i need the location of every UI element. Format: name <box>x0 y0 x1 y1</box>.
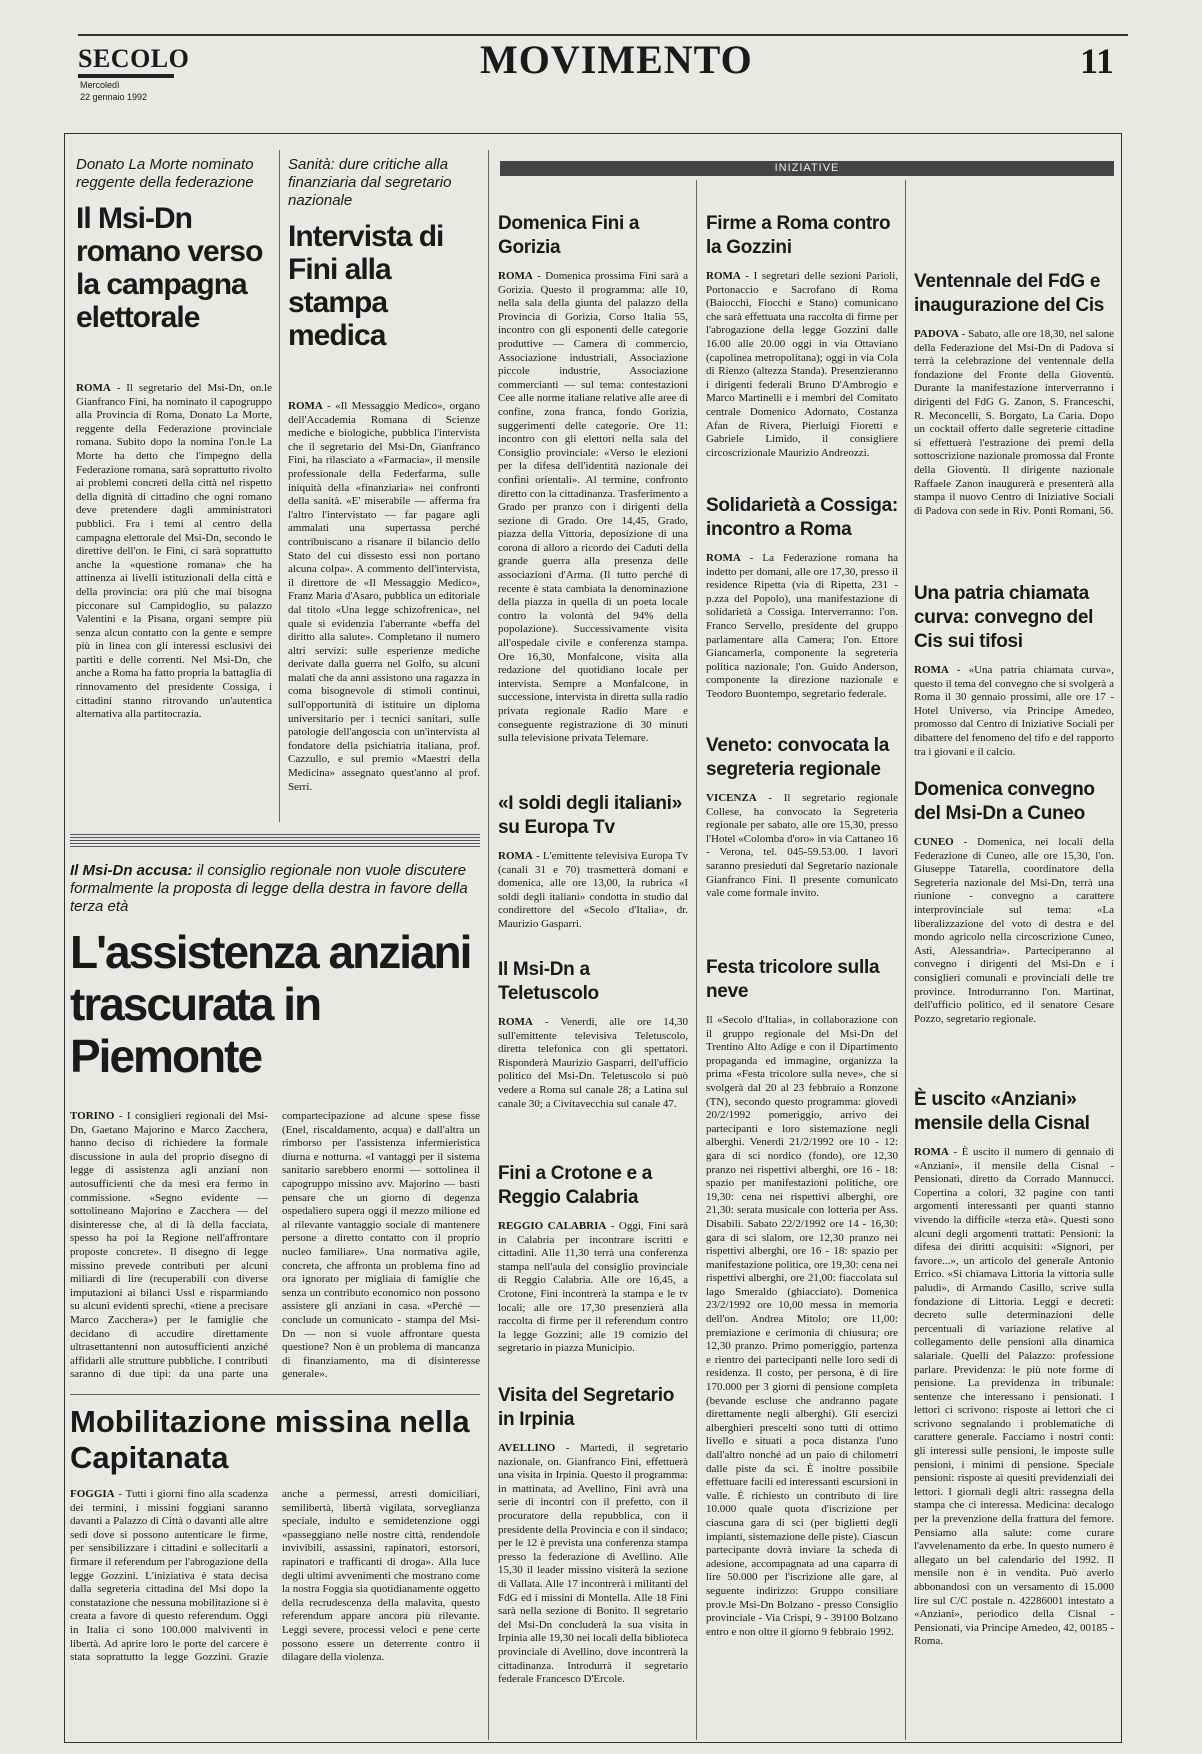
dateline: ROMA <box>498 850 533 862</box>
article-text: - Domenica, nei locali della Federazione di Cuneo, alle ore 15,30, l'on. Giuseppe Tatarella, coordinatore della Segreteria nazionale del Msi-Dn, terrà una riunione - convegno a carattere interprovinciale sul tema: «La liberalizzazione del voto di destra e del mondo agricolo nella circoscrizione Cuneo, Asti, Alessandria». Parteciperanno al convegno i dirigenti del Msi-Dn e i consiglieri comunali e provinciali delle tre province. Introdurranno l'on. Martinat, dell'ufficio politico, ed il senatore Cesare Pozzo, segretario regionale. <box>914 836 1114 1025</box>
article-body <box>914 1146 1114 1649</box>
article-headline: Fini a Crotone e a Reggio Calabria <box>498 1163 653 1208</box>
article-patria-curva <box>914 576 1114 772</box>
article-text: - Venerdì, alle ore 14,30 sull'emittente televisiva Teletuscolo, diretta telefonica con gli spettatori. Risponderà Maurizio Gasparri, dell'ufficio politico del Msi-Dn. Teletuscolo si può vedere a Roma sul canale 28; a Latina sul canale 30; a Civitavecchia sul canale 47. <box>498 1016 688 1110</box>
article-text: - La Federazione romana ha indetto per domani, alle ore 17,30, presso il residence Ripetta (via di Ripetta, 231 - p.zza del Popolo), una manifestazione di solidarietà a Cossiga. Interverranno: l'on. Franco Servello, presidente del gruppo parlamentare alla Camera; l'on. Ettore Giancamerla, componente la segreteria politica nazionale; l'on. Guido Anderson, componente la direzione nazionale e Teodoro Buontempo, segretario federale. <box>706 552 898 700</box>
article-body <box>914 836 1114 1026</box>
article-europa-tv <box>498 786 688 946</box>
article-body <box>914 664 1114 759</box>
column-rule <box>279 150 280 822</box>
article-body <box>706 552 898 700</box>
article-la-morte <box>76 156 272 820</box>
article-gozzini <box>706 206 898 488</box>
article-text: - Il segretario regionale Collese, ha convocato la Segreteria regionale per sabato, alle ore 15,30, presso l'Hotel «Colomba d'oro» in via Cattaneo 16 - Verona, tel. 045-59.53.00. I lavori saranno presieduti dal Segretario nazionale Gianfranco Fini. Il presente comunicato vale come formale invito. <box>706 792 898 900</box>
article-body <box>76 382 272 722</box>
issue-date: 22 gennaio 1992 <box>80 92 148 102</box>
column-rule <box>905 180 906 1740</box>
article-headline: Una patria chiamata curva: convegno del Cis sui tifosi <box>914 583 1094 652</box>
article-gorizia <box>498 206 688 774</box>
dateline: ROMA <box>706 270 741 282</box>
dateline: FOGGIA <box>70 1488 115 1500</box>
article-headline: Ventennale del FdG e inaugurazione del Cis <box>914 271 1105 316</box>
article-cisnal <box>914 1082 1114 1738</box>
article-capitanata <box>70 1400 480 1738</box>
dateline: AVELLINO <box>498 1442 556 1454</box>
article-body <box>70 1488 480 1665</box>
article-headline: È uscito «Anziani» mensile della Cisnal <box>914 1089 1090 1134</box>
article-text: - I segretari delle sezioni Parioli, Portonaccio e Sacrofano di Roma (Baiocchi, Fiocchi e Stano) comunicano che sarà effettuata una raccolta di firme per l'abrogazione della legge Gozzini dalle 16.00 alle 20.00 oggi in via Ottaviano (capolinea metropolitana); oggi in via Cola di Rienzo (altezza Standa). Presenzieranno i dirigenti federali Bruno D'Ambrogio e Marco Martinelli e i membri del Comitato centrale Domenico Adornato, Costanza Afan de Rivera, Pierluigi Fioretti e Gabriele Limido, il consigliere circoscrizionale Maurizio Andreozzi. <box>706 270 898 459</box>
article-crotone <box>498 1156 688 1376</box>
dateline: ROMA <box>914 664 949 676</box>
kicker-rest: il consiglio regionale non vuole discutere formalmente la proposta di legge della destra in favore della terza età <box>70 862 468 915</box>
article-body <box>498 850 688 932</box>
column-rule <box>488 150 489 1740</box>
article-veneto <box>706 728 898 948</box>
article-headline: «I soldi degli italiani» su Europa Tv <box>498 793 682 838</box>
dateline: ROMA <box>498 270 533 282</box>
kicker-lead: Il Msi-Dn accusa: <box>70 862 193 879</box>
article-text: - Domenica prossima Fini sarà a Gorizia. Questo il programma: alle 10, nella sala della giunta del palazzo della Provincia di Gorizia, Corso Italia 55, incontro con gli esponenti delle categorie produttive — Camera di commercio, Associazione industriali, Associazione piccole industrie, Associazione commercianti — sul tema: contestazioni Cee alle norme italiane relative alle aree di confine, zona franca, fondo Gorizia, suggerimenti delle categorie. Ore 11: incontro con gli elettori nella sala del Consiglio provinciale: «Verso le elezioni per la difesa dell'identità nazionale dei confini orientali». Al termine, confronto diretto con la cittadinanza. Trasferimento a Grado per pranzo con i dirigenti della sezione di Grado. Ore 14,45, Grado, piazza della Vittoria, deposizione di una corona di alloro a ricordo dei Caduti della grande guerra alla presenza delle associazioni d'Arma. (Il tutto perché di recente è stata cambiata la denominazione della piazza in quella di un poeta locale contro la volontà del 94% della popolazione). Successivamente visita all'ospedale civile e conferenza stampa. Ore 16,30, Monfalcone, visita alla redazione del quotidiano locale per intervista. Sempre a Monfalcone, in successione, intervista in diretta sulla radio privata regionale Radio Mare e conseguente registrazione di 30 minuti sulla televisione privata Telemare. <box>498 270 688 745</box>
article-teletuscolo <box>498 952 688 1148</box>
page-number: 11 <box>1080 41 1115 81</box>
dateline: ROMA <box>914 1146 949 1158</box>
issue-day: Mercoledì <box>80 80 120 90</box>
article-body <box>288 400 480 794</box>
article-text: - L'emittente televisiva Europa Tv (canali 31 e 70) trasmetterà domani e domenica, alle ore 13,00, la rubrica «I soldi degli italiani» condotta in studio dal condirettore del «Secolo d'Italia», dr. Maurizio Gasparri. <box>498 850 688 930</box>
article-headline: Domenica Fini a Gorizia <box>498 213 640 258</box>
dateline: REGGIO CALABRIA <box>498 1220 607 1232</box>
dateline: ROMA <box>498 1016 533 1028</box>
dateline: ROMA <box>288 400 323 412</box>
dateline: TORINO <box>70 1110 115 1122</box>
article-body <box>498 1220 688 1356</box>
article-cossiga <box>706 488 898 700</box>
article-headline: Festa tricolore sulla neve <box>706 957 880 1002</box>
column-rule <box>696 180 697 1740</box>
article-headline: Solidarietà a Cossiga: incontro a Roma <box>706 495 898 540</box>
article-kicker: Sanità: dure critiche alla finanziaria dal segretario nazionale <box>288 156 452 209</box>
article-kicker <box>70 862 480 916</box>
article-headline: Veneto: convocata la segreteria regionale <box>706 735 890 780</box>
section-divider <box>70 1394 480 1395</box>
section-divider <box>70 833 480 847</box>
article-text: - Martedì, il segretario nazionale, on. Gianfranco Fini, effettuerà una visita in Irpinia. Questo il programma: in mattinata, ad Avellino, Fini avrà una serie di incontri con il prefetto, con il procuratore della repubblica, con il presidente della Provincia e con il sindaco; per le 12 è prevista una conferenza stampa presso la federazione di Avellino. Alle 15,30 il leader missino visiterà la sezione di Vallata. Alle 17 incontrerà i militanti del FdG ed i missini di Montella. Alle 18 Fini sarà nella sezione di Bonito. Il segretario del Msi-Dn concluderà la sua visita in Irpinia alle 19,30 nei locali della biblioteca provinciale di Avellino, dove incontrerà la cittadinanza. Introdurrà il segretario federale Francesco D'Ercole. <box>498 1442 688 1686</box>
article-festa-tricolore <box>706 950 898 1738</box>
article-body <box>70 1110 480 1382</box>
article-body <box>706 270 898 460</box>
article-cuneo <box>914 772 1114 1080</box>
article-headline: Il Msi-Dn a Teletuscolo <box>498 959 599 1004</box>
article-body <box>706 792 898 901</box>
section-title: MOVIMENTO <box>480 37 753 82</box>
dateline: VICENZA <box>706 792 757 804</box>
article-body <box>914 328 1114 518</box>
dateline: ROMA <box>76 382 111 394</box>
newspaper-name: SECOLO <box>78 44 190 73</box>
article-text: - Sabato, alle ore 18,30, nel salone della Federazione del Msi-Dn di Padova si terrà la celebrazione del ventennale della fondazione del Fronte della Gioventù. Durante la manifestazione interverranno i dirigenti del FdG G. Zanon, S. Franceschi, R. Meconcelli, S. Borgato, La Caria. Dopo un cocktail offerto dalle segreterie cittadine si effettuerà l'estrazione dei premi della sottoscrizione nazionale promossa dal Fronte della Gioventù. Il dirigente nazionale Raffaele Zanon inaugurerà e presenterà alla stampa il nuovo Centro di Iniziative Sociali di Padova con sede in Riv. Ponti Romani, 56. <box>914 328 1114 517</box>
article-ventennale <box>914 264 1114 568</box>
article-anziani-piemonte <box>70 862 480 1390</box>
article-headline: Domenica convegno del Msi-Dn a Cuneo <box>914 779 1095 824</box>
article-body <box>706 1014 898 1639</box>
article-headline: Intervista di Fini alla stampa medica <box>288 220 444 352</box>
article-kicker: Donato La Morte nominato reggente della federazione <box>76 156 254 191</box>
article-text: - «Il Messaggio Medico», organo dell'Accademia Romana di Scienze mediche e biologiche, pubblica l'intervista che il segretario del Msi-Dn, Gianfranco Fini, ha rilasciato a «Farmacia», il mensile professionale della Federfarma, sulle iniquità della «finanziaria» nei confronti della sanità. «E' miserabile — afferma fra l'altro l'intervistato — far pagare agli ammalati una supertassa perché contribuiscano a risanare il bilancio dello Stato del cui dissesto essi non portano alcuna colpa». A commento dell'intervista, il direttore de «Il Messaggio Medico», Franz Maria d'Asaro, pubblica un editoriale dal titolo «Una legge schizofrenica», nel quale si evidenzia l'aberrante «beffa del diritto alla salute». Completano il numero altri servizi: sulle esperienze mediche derivate dalla guerra nel Golfo, su alcuni malati che da anni assistono una ragazza in coma bisognevole di stimoli continui, sull'opportunità di istituire un diploma universitario per i tecnici sanitari, sulle patologie dell'angoscia con un'intervista al fondatore della psichiatria italiana, prof. Cazzullo, e sul premio «Maestri della Medicina» assegnato quest'anno al prof. Serri. <box>288 400 480 793</box>
article-headline: Il Msi-Dn romano verso la campagna elettorale <box>76 202 263 334</box>
article-body <box>498 1016 688 1111</box>
article-text: - Il segretario del Msi-Dn, on.le Gianfranco Fini, ha nominato il capogruppo alla Provincia di Roma, Donato La Morte, reggente della Federazione provinciale romana. Subito dopo la nomina l'on.le La Morte ha detto che l'impegno della Federazione romana, sarà soprattutto rivolto ai problemi concreti della città nel rispetto della dignità di cittadino che ogni romano deve pretendere dagli amministratori pubblici. Fra i temi al centro della campagna elettorale del Msi-Dn, secondo le direttive dell'on. le Fini, ci sarà soprattutto anche la «questione romana» che ha attinenza ai livelli istituzionali della città e della provincia: ora più che mai bisogna picconare sul Campidoglio, su palazzo Valentini e la Pisana, organi sempre più senza alcun contatto con la gente e sempre più in linea con gli interessi esclusivi dei partiti e delle correnti. Nel Msi-Dn, che anche a Roma ha fatto propria la battaglia di rinnovamento del presidente Cossiga, i cittadini stanno ritrovando un'autentica alternativa alla partitocrazia. <box>76 382 272 721</box>
dateline: PADOVA <box>914 328 959 340</box>
dateline: ROMA <box>706 552 741 564</box>
article-headline: Firme a Roma contro la Gozzini <box>706 213 891 258</box>
article-text: - I consiglieri regionali del Msi-Dn, Gaetano Majorino e Marco Zacchera, hanno deciso di richiedere la formale discussione in aula del proprio disegno di legge di assistenza agli anziani non autosufficienti che da mesi era fermo in commissione. «Segno evidente — sottolineano Majorino e Zacchera — del disinteresse che, al di là della facciata, spesso ha poi la Regione nell'affrontare proposte concrete». Il disegno di legge missino prevede contributi per alcuni miliardi di lire (recuperabili con diverse imputazioni ai bilanci Ussl e risparmiando su alcuni evidenti sprechi, «tiene a precisare Marco Zacchera») per le famiglie che decidano di accudire direttamente ultrasettantenni non autosufficienti anziché affidarli alle strutture pubbliche. I contributi saranno di due tipi: da una parte una compartecipazione ad alcune spese fisse (Enel, riscaldamento, acqua) e dall'altra un rimborso per l'assistenza infermieristica diurna e notturna. «I vantaggi per il sistema sanitario sarebbero enormi — sottolinea il capogruppo missino avv. Majorino — basti pensare che un giorno di degenza ospedaliero supera oggi il mezzo milione ed al rilevante vantaggio sociale di mantenere persone a diretto contatto con il proprio nucleo familiare». Una normativa agile, concreta, che affronta un problema fino ad ora ignorato per migliaia di famiglie che senza un contributo economico non possono assistere gli anziani in casa. «Perché — conclude un comunicato - stampa del Msi-Dn — non si vuole affrontare questa questione? Non è un problema di mancanza di finanziamento, ma di disinteresse generale». <box>70 1110 480 1381</box>
article-text: - È uscito il numero di gennaio di «Anziani», il mensile della Cisnal - Pensionati, diretto da Corrado Mannucci. Copertina a colori, 32 pagine con tanti argomenti interessanti per quanti stanno vivendo la difficile «terza età». Questi sono alcuni degli argomenti trattati: Pensioni: la difesa dei diritti acquisiti: «Signori, per favore...», un articolo del generale Antonio Errico. «Si chiamava Littoria la vittoria sulle paludi», di Armando Casillo, scrive sulla fondazione di Littoria. Leggi e decreti: decreto sulle determinazioni delle percentuali di variazione relative al collegamento delle pensioni alla dinamica salariale. Quelli del Palazzo: professione parlare. Previdenza: le più note forme di pensione. La previdenza in tribunale: sentenze che interessano i pensionati. I lettori ci scrivono: risposte ai lettori che ci scrivono segnalando i problematiche di carattere generale. Facciamo i nostri conti: gli interessi sulle pensioni, le imposte sulle pensioni, i minimi di pensione. Speciale pensioni: risposte ai quesiti previdenziali dei lettori. I giornali degli altri: rassegna della stampa che ci interessa. Medicina: decalogo per la prevenzione della frattura del femore. Pensiamo alla salute: come curare l'avvelenamento da erbe. In questo numero è allegato un bel calendario del 1992. Il mensile non è in vendita. Può averlo abbonandosi con un versamento di 15.000 lire sul C/C postale n. 42286001 intestato a «Anziani», periodico della Cisnal - Pensionati, via Principe Amedeo, 42, 00185 - Roma. <box>914 1146 1114 1648</box>
article-headline: Visita del Segretario in Irpinia <box>498 1385 675 1430</box>
article-text: - Tutti i giorni fino alla scadenza dei termini, i missini foggiani saranno davanti a Palazzo di Città o davanti alle altre sedi dove si possono autenticare le firme, per sensibilizzare i cittadini e sollecitarli a firmare il referendum per l'abrogazione della legge Gozzini. L'iniziativa è stata decisa dalla segreteria cittadina del Msi dopo la constatazione che nessuna mobilitazione si è creata a favore di questo referendum. Oggi in Italia ci sono 100.000 malviventi in libertà. Ad aprire loro le porte del carcere è stata soprattutto la legge Gozzini. Grazie anche a permessi, arresti domiciliari, semilibertà, libertà vigilata, sorveglianza speciale, indulto e semidetenzione oggi «passeggiano nelle nostre città, rendendole invivibili, assassini, rapinatori, estorsori, rapinatori e trafficanti di droga». Alla luce degli ultimi avvenimenti che mostrano come la nostra Foggia sia quotidianamente oggetto della recrudescenza della malavita, questo referendum appare ancora più rilevante. Leggi severe, processi veloci e pene certe possono essere un deterrente contro il dilagare della violenza. <box>70 1488 480 1664</box>
dateline: CUNEO <box>914 836 954 848</box>
article-text: Il «Secolo d'Italia», in collaborazione con il gruppo regionale del Msi-Dn del Trentino Alto Adige e con il Dipartimento propaganda ed immagine, organizza la prima «Festa tricolore sulla neve», che si svolgerà dal 20 al 23 febbraio a Ronzone (TN), secondo questo programma: giovedì 20/2/1992 pomeriggio, arrivo dei partecipanti e loro sistemazione negli alberghi. Venerdì 21/2/1992 ore 10 - 12: gara di sci nordico (fondo), ore 12,30 pranzo nei rispettivi alberghi, ore 16 - 18: spazio per manifestazioni politiche, ore 19,30: cena nei rispettivi alberghi, ore 21,30: serata musicale con lotteria per Ass. Disabili. Sabato 22/2/1992 ore 14 - 16,30: gara di sci slalom, ore 12,30 pranzo nei rispettivi alberghi, ore 16 - 18: spazio per manifestazione politica, ore 19,30: cena nei rispettivi alberghi, ore 21,00: fiaccolata sul lago Smeraldo (ghiacciato). Domenica 23/2/1992 ore 10,00 messa in memoria dell'on. Andrea Mitolo; ore 11,00: premiazione e cerimonia di chiusura; ore 12,30 pranzo. Primo pomeriggio, partenza e rientro dei partecipanti nelle loro sedi di residenza. Il costo, per persona, è di lire 170.000 per 3 giorni di pensione completa (bevande escluse che andranno pagate direttamente negli alberghi). Gli esercizi alberghieri prescelti sono tutti di ottimo livello e situati a poca distanza l'uno dall'altro nonché ad un paio di chilometri dalle piste da sci. È inoltre possibile effettuare facili ed interessanti escursioni in valle. È richiesto un contributo di lire 10.000 quale quota d'iscrizione per ciascuna gara di sci (per biglietti degli impianti, sistemazione delle piste). Ciascun partecipante dovrà inviare la scheda di adesione, accompagnata ad una caparra di lire 50.000 per l'iscrizione alle gare, al seguente indirizzo: Gruppo consiliare prov.le Msi-Dn Bolzano - presso Consiglio provinciale - Via Crispi, 9 - 39100 Bolzano entro e non oltre il giorno 9 febbraio 1992. <box>706 1014 898 1638</box>
article-irpinia <box>498 1378 688 1738</box>
article-body <box>498 1442 688 1687</box>
article-text: - Oggi, Fini sarà in Calabria per incontrare iscritti e cittadini. Alle 11,30 terrà una conferenza stampa nell'aula del consiglio provinciale di Reggio Calabria. Alle ore 16,45, a Crotone, Fini incontrerà la stampa e le tv locali; alle ore 17,30 presenzierà alla raccolta di firme per il referendum contro la legge Gozzini; alle 19 comizio del segretario in piazza Municipio. <box>498 1220 688 1355</box>
newspaper-name-underline <box>78 74 174 78</box>
article-sanita <box>288 156 480 820</box>
article-headline: L'assistenza anziani trascurata in Piemonte <box>70 926 471 1082</box>
section-banner: INIZIATIVE <box>500 161 1114 176</box>
article-body <box>498 270 688 746</box>
article-headline: Mobilitazione missina nella Capitanata <box>70 1404 470 1475</box>
article-text: - «Una patria chiamata curva», questo il tema del convegno che si svolgerà a Roma il 30 gennaio prossimi, alle ore 17 - Hotel Universo, via Principe Amedeo, promosso dal Centro di Iniziative Sociali per dibattere del fenomeno del tifo e del rapporto tra i giovani e il calcio. <box>914 664 1114 758</box>
